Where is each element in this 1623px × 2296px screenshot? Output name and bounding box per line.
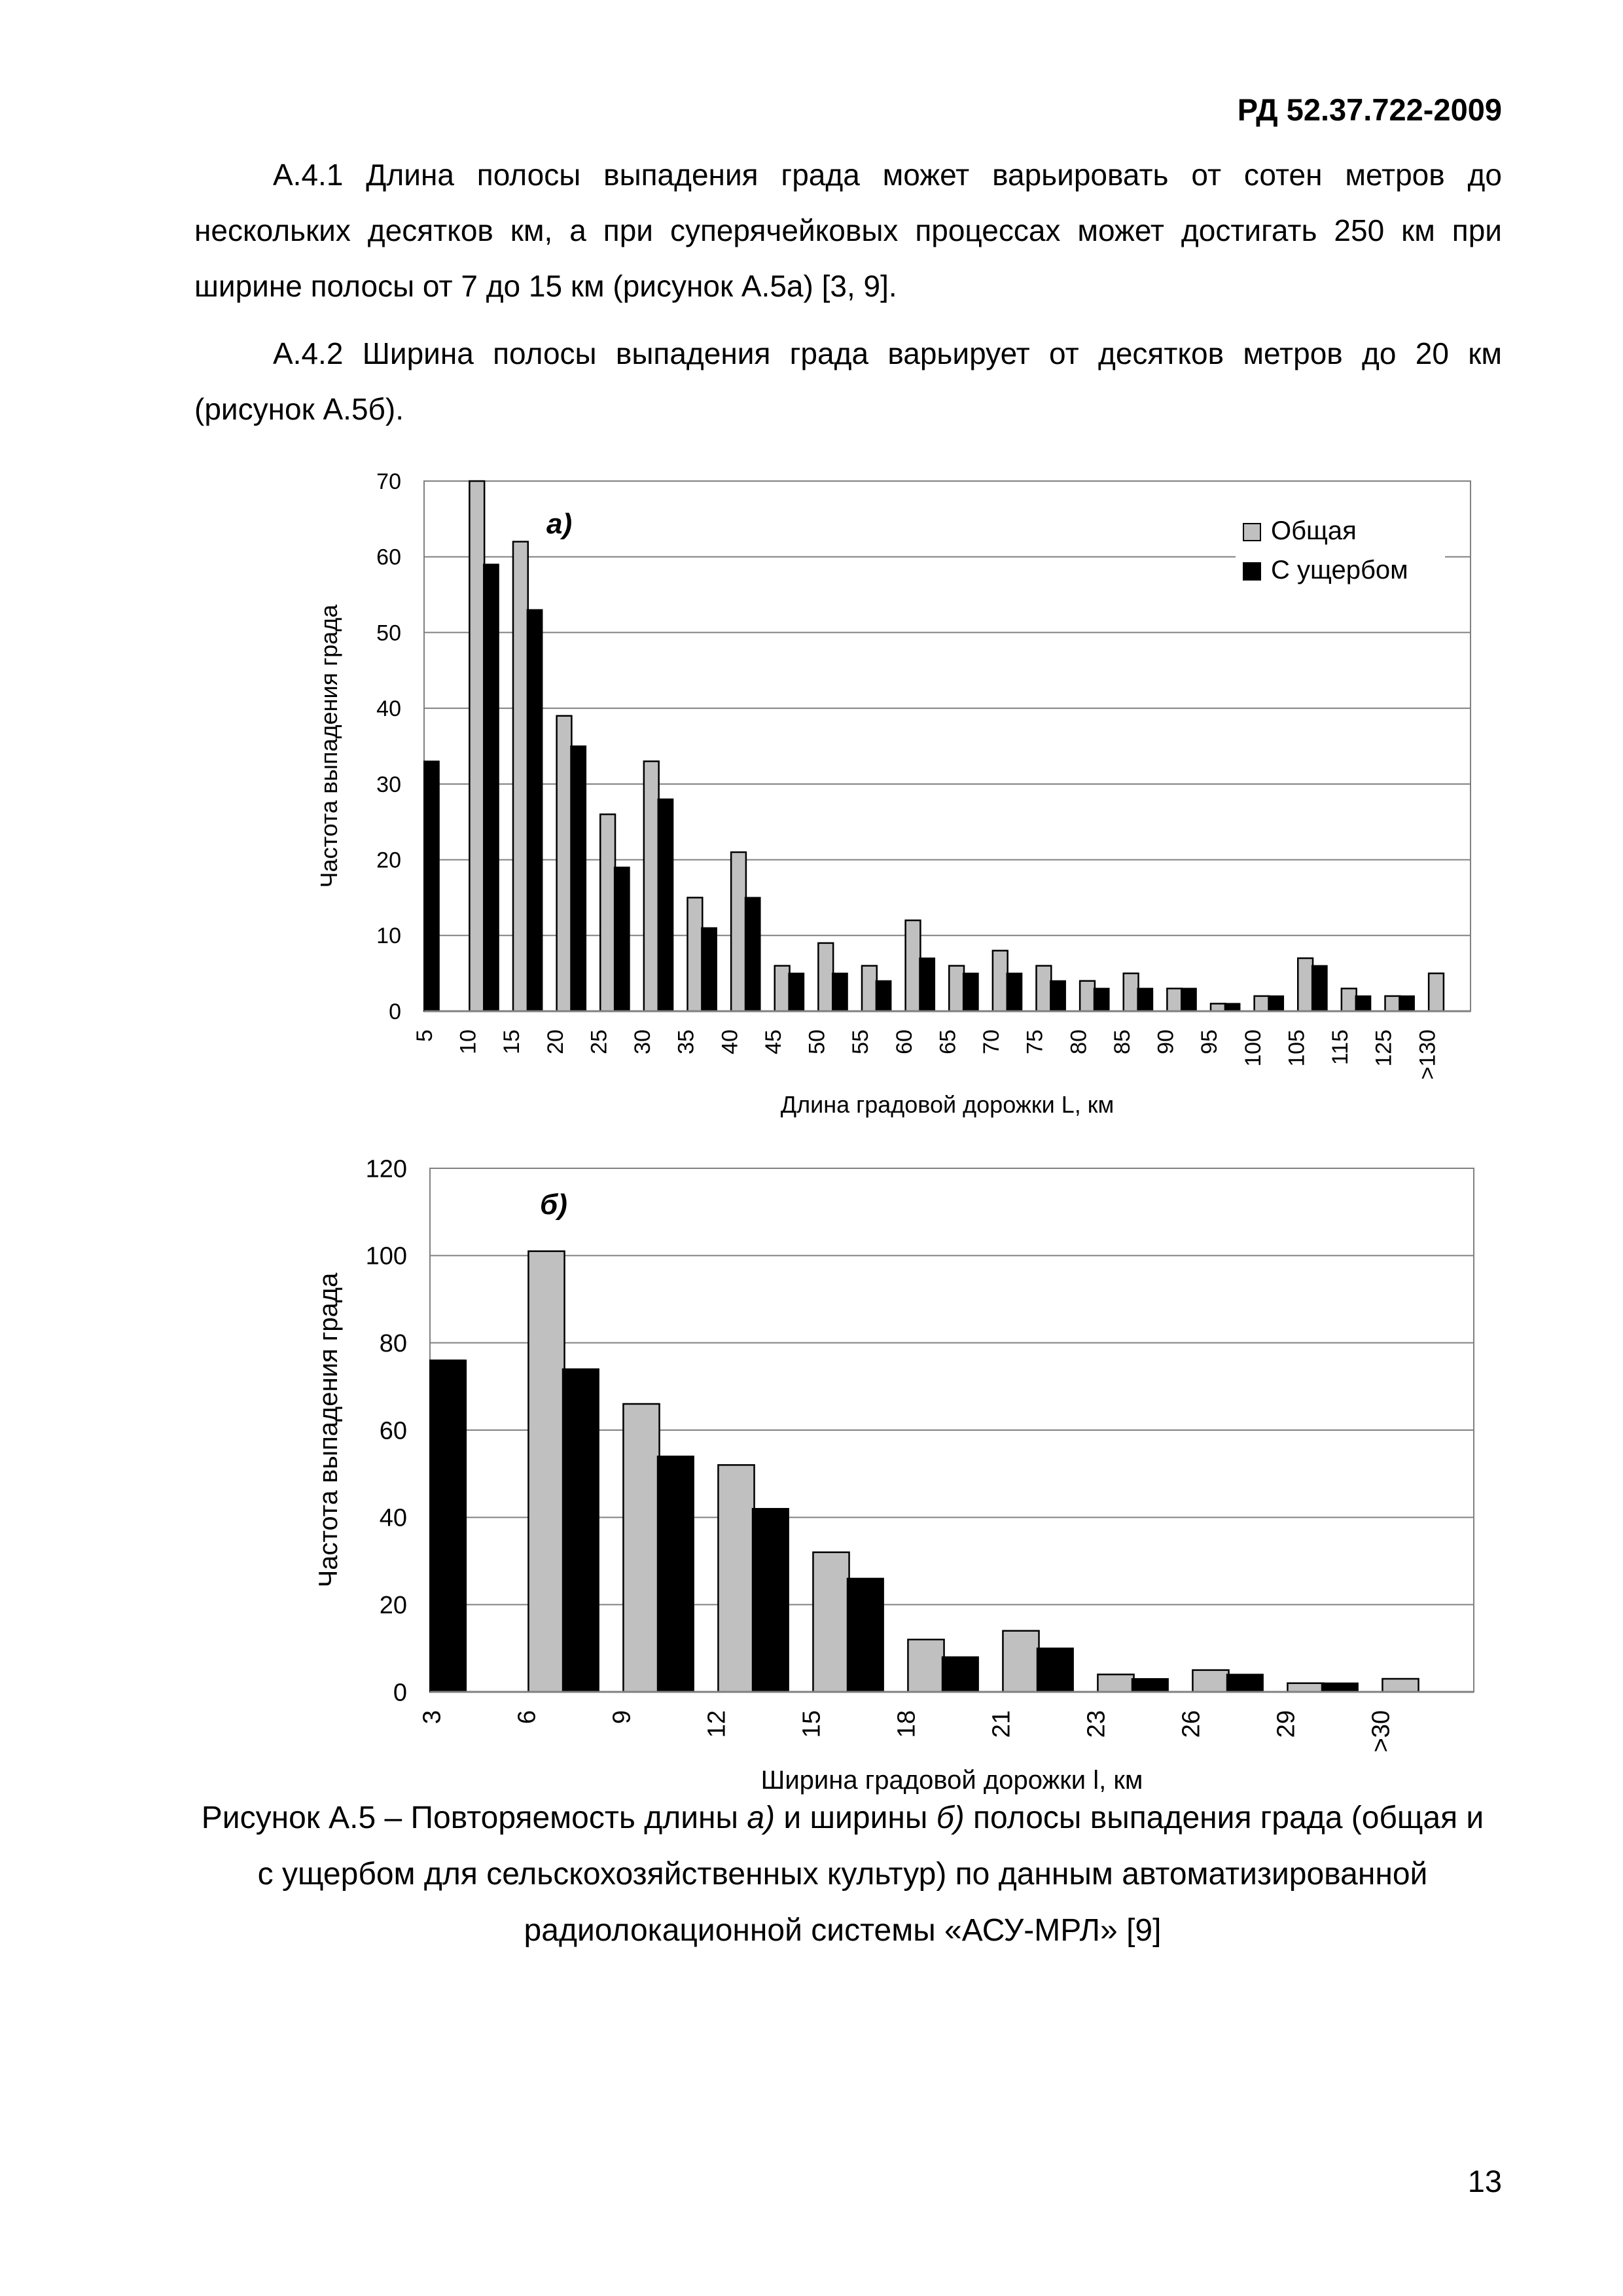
bar-damage xyxy=(919,958,935,1011)
bar-damage xyxy=(942,1657,978,1692)
x-tick-label: 85 xyxy=(1109,1030,1135,1054)
y-tick-label: 20 xyxy=(376,848,401,873)
x-tick-label: 20 xyxy=(543,1030,568,1054)
bar-total xyxy=(718,1465,754,1692)
x-tick-label: 105 xyxy=(1284,1030,1310,1067)
y-axis-label: Частота выпадения града xyxy=(315,604,342,888)
x-axis-label: Длина градовой дорожки L, км xyxy=(780,1091,1115,1118)
x-tick-label: >30 xyxy=(1367,1710,1395,1753)
bar-total xyxy=(1287,1683,1323,1692)
bar-total xyxy=(1036,966,1051,1011)
bar-damage xyxy=(832,973,847,1011)
bar-total xyxy=(731,852,746,1011)
bar-damage xyxy=(1322,1683,1358,1692)
y-tick-label: 40 xyxy=(376,696,401,722)
legend-swatch xyxy=(1243,563,1260,580)
x-tick-label: 15 xyxy=(798,1710,826,1738)
y-tick-label: 120 xyxy=(365,1155,407,1183)
document-id: РД 52.37.722-2009 xyxy=(1237,92,1502,127)
y-tick-label: 70 xyxy=(376,469,401,494)
x-axis-label: Ширина градовой дорожки l, км xyxy=(760,1766,1143,1795)
bar-damage xyxy=(1399,996,1414,1011)
x-tick-label: 80 xyxy=(1066,1030,1092,1054)
x-tick-label: 65 xyxy=(935,1030,961,1054)
bar-total xyxy=(513,542,528,1011)
figure-caption xyxy=(190,1790,1495,1959)
bar-total xyxy=(1255,996,1270,1011)
bar-total xyxy=(1382,1679,1418,1692)
bar-damage xyxy=(1227,1674,1263,1692)
panel-label: а) xyxy=(546,508,573,540)
bar-total xyxy=(600,814,615,1011)
x-tick-label: 35 xyxy=(673,1030,699,1054)
bar-damage xyxy=(1356,996,1371,1011)
x-tick-label: >130 xyxy=(1415,1030,1440,1080)
bar-damage xyxy=(753,1509,789,1692)
bar-damage xyxy=(571,746,586,1011)
y-tick-label: 30 xyxy=(376,772,401,797)
bar-total xyxy=(1003,1631,1039,1692)
x-tick-label: 100 xyxy=(1240,1030,1266,1067)
x-tick-label: 9 xyxy=(608,1710,636,1725)
y-tick-label: 0 xyxy=(389,999,401,1024)
bar-total xyxy=(557,716,572,1011)
bar-total xyxy=(818,943,833,1011)
bar-total xyxy=(1342,988,1357,1011)
x-tick-label: 6 xyxy=(513,1710,541,1725)
panel-label: б) xyxy=(540,1189,567,1221)
y-tick-label: 80 xyxy=(379,1329,407,1357)
bar-total xyxy=(949,966,964,1011)
x-tick-label: 12 xyxy=(703,1710,731,1738)
x-tick-label: 90 xyxy=(1153,1030,1179,1054)
page-number: 13 xyxy=(1467,2164,1502,2198)
x-tick-label: 3 xyxy=(418,1710,446,1725)
x-tick-label: 26 xyxy=(1177,1710,1205,1738)
bar-damage xyxy=(1137,988,1152,1011)
bar-damage xyxy=(484,564,499,1011)
bar-total xyxy=(1298,958,1313,1011)
bar-total xyxy=(1385,996,1400,1011)
x-tick-label: 95 xyxy=(1197,1030,1222,1054)
x-tick-label: 55 xyxy=(848,1030,874,1054)
bar-total xyxy=(1429,973,1444,1011)
bar-damage xyxy=(430,1360,464,1692)
bar-damage xyxy=(658,799,673,1011)
bar-total xyxy=(775,966,790,1011)
x-tick-label: 10 xyxy=(455,1030,481,1054)
bar-damage xyxy=(1181,988,1196,1011)
bar-total xyxy=(993,950,1008,1011)
x-tick-label: 21 xyxy=(988,1710,1016,1738)
x-tick-label: 60 xyxy=(891,1030,917,1054)
bar-total xyxy=(1211,1003,1226,1011)
bar-damage xyxy=(1132,1679,1168,1692)
bar-total xyxy=(623,1404,659,1692)
y-tick-label: 0 xyxy=(393,1679,407,1707)
bar-damage xyxy=(876,981,891,1011)
caption-text: и ширины xyxy=(775,1801,936,1835)
bar-total xyxy=(1097,1674,1133,1692)
bar-damage xyxy=(1312,966,1327,1011)
bar-damage xyxy=(424,761,439,1011)
x-tick-label: 45 xyxy=(760,1030,786,1054)
caption-text: полосы выпадения града (общая и с ущербом для сельскохозяйственных культур) по данным автоматизированной радиолокационной системы «АСУ-МРЛ» [9] xyxy=(257,1801,1484,1948)
bar-damage xyxy=(615,867,630,1011)
bar-total xyxy=(1167,988,1182,1011)
bar-damage xyxy=(702,928,717,1011)
bar-damage xyxy=(1094,988,1109,1011)
caption-text: Рисунок А.5 – Повторяемость длины xyxy=(201,1801,747,1835)
y-tick-label: 60 xyxy=(376,545,401,570)
x-tick-label: 29 xyxy=(1272,1710,1300,1738)
bar-total xyxy=(813,1552,849,1692)
caption-a-label: а) xyxy=(747,1801,776,1835)
bar-damage xyxy=(658,1456,694,1692)
bar-total xyxy=(644,761,659,1011)
x-tick-label: 18 xyxy=(893,1710,921,1738)
bar-total xyxy=(1192,1670,1228,1692)
x-tick-label: 50 xyxy=(804,1030,830,1054)
x-tick-label: 40 xyxy=(717,1030,743,1054)
bar-total xyxy=(469,481,484,1011)
bar-damage xyxy=(1050,981,1065,1011)
paragraph-text: А.4.1 Длина полосы выпадения града может варьировать от сотен метров до нескольких десятков км, а при суперячейковых процессах может достигать 250 км при ширине полосы от 7 до 15 км (рисунок А.5а) [3, 9]. xyxy=(194,158,1502,303)
bar-damage xyxy=(847,1579,883,1692)
x-tick-label: 5 xyxy=(412,1030,437,1042)
bar-total xyxy=(906,920,921,1011)
bar-total xyxy=(862,966,877,1011)
y-axis-label: Частота выпадения града xyxy=(314,1272,343,1588)
y-tick-label: 50 xyxy=(376,620,401,646)
legend-label: С ущербом xyxy=(1271,556,1408,584)
x-tick-label: 125 xyxy=(1371,1030,1397,1067)
y-tick-label: 100 xyxy=(365,1242,407,1270)
bar-total xyxy=(1080,981,1095,1011)
bar-damage xyxy=(1007,973,1022,1011)
bar-damage xyxy=(527,610,543,1011)
bar-total xyxy=(908,1640,944,1692)
caption-b-label: б) xyxy=(936,1801,965,1835)
bar-damage xyxy=(789,973,804,1011)
x-tick-label: 75 xyxy=(1022,1030,1048,1054)
x-tick-label: 30 xyxy=(630,1030,656,1054)
paragraph-text: А.4.2 Ширина полосы выпадения града варьирует от десятков метров до 20 км (рисунок А.5б). xyxy=(194,336,1502,426)
bar-damage xyxy=(563,1369,599,1692)
x-tick-label: 115 xyxy=(1328,1030,1353,1066)
x-tick-label: 25 xyxy=(586,1030,612,1054)
y-tick-label: 60 xyxy=(379,1417,407,1445)
x-tick-label: 70 xyxy=(979,1030,1005,1054)
bar-damage xyxy=(1225,1003,1240,1011)
bar-damage xyxy=(963,973,978,1011)
x-tick-label: 15 xyxy=(499,1030,525,1054)
bar-total xyxy=(687,897,702,1011)
bar-damage xyxy=(1037,1648,1073,1692)
x-tick-label: 23 xyxy=(1082,1710,1111,1738)
legend-label: Общая xyxy=(1271,516,1357,545)
y-tick-label: 40 xyxy=(379,1504,407,1532)
y-tick-label: 20 xyxy=(379,1591,407,1619)
y-tick-label: 10 xyxy=(376,924,401,949)
bar-total xyxy=(528,1251,564,1692)
bar-damage xyxy=(745,897,760,1011)
bar-damage xyxy=(1268,996,1283,1011)
bar-total xyxy=(1124,973,1139,1011)
legend-swatch xyxy=(1243,524,1260,541)
